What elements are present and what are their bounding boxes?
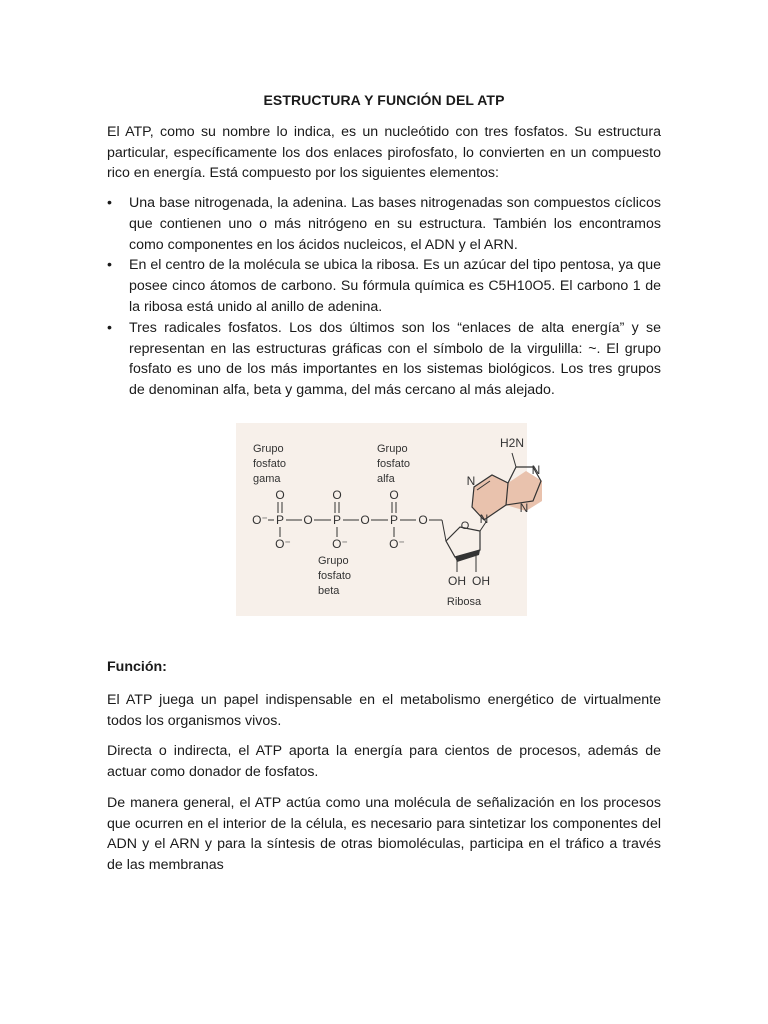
phosphate-chain [252, 488, 442, 551]
list-item-text: En el centro de la molécula se ubica la ribosa. Es un azúcar del tipo pentosa, ya que posee cinco átomos de carbono. Su fórmula química es C5H10O5. El carbono 1 de la ribosa está unido al anillo de adenina. [129, 257, 661, 315]
svg-text:OH: OH [448, 574, 466, 588]
svg-text:O: O [460, 520, 470, 532]
atp-structure-figure [236, 423, 541, 616]
svg-text:O⁻: O⁻ [389, 537, 405, 551]
svg-text:O: O [418, 513, 428, 527]
intro-paragraph: El ATP, como su nombre lo indica, es un nucleótido con tres fosfatos. Su estructura particular, específicamente los dos enlaces pirofosfato, lo convierten en un compuesto rico en energía. Está compuesto por los siguientes elementos: [107, 124, 661, 181]
elements-list [107, 193, 661, 401]
svg-text:Grupo: Grupo [318, 555, 349, 567]
svg-text:N: N [519, 501, 529, 515]
svg-text:fosfato: fosfato [253, 458, 287, 470]
ribose-ring [442, 520, 490, 608]
svg-text:P: P [389, 513, 399, 527]
document-title: ESTRUCTURA Y FUNCIÓN DEL ATP [263, 92, 505, 108]
beta-group-label [318, 555, 351, 597]
svg-text:O⁻: O⁻ [275, 537, 291, 551]
svg-text:OH: OH [472, 574, 490, 588]
svg-text:O: O [303, 513, 313, 527]
gamma-group-label [253, 443, 286, 485]
svg-text:fosfato: fosfato [318, 570, 352, 582]
function-heading: Función: [107, 659, 167, 675]
list-item [107, 193, 661, 255]
atp-diagram [236, 423, 541, 616]
bullet-icon: • [107, 319, 112, 336]
svg-text:O: O [360, 513, 370, 527]
alpha-group-label [377, 443, 410, 485]
list-item-text: Una base nitrogenada, la adenina. Las bases nitrogenadas son compuestos cíclicos que contienen uno o más nitrógeno en su estructura. También los encontramos como componentes en los ácidos nucleicos, el ADN y el ARN. [129, 195, 661, 253]
svg-text:N: N [531, 463, 541, 477]
list-item [107, 318, 661, 401]
svg-text:alfa: alfa [377, 473, 395, 485]
bullet-icon: • [107, 195, 112, 211]
svg-text:O⁻: O⁻ [252, 513, 268, 527]
function-paragraph: De manera general, el ATP actúa como una molécula de señalización en los procesos que ocurren en el interior de la célula, es necesario para sintetizar los componentes del ADN y el ARN y para la síntesis de otras biomoléculas, participa en el tráfico a través de las membranas [107, 795, 661, 873]
svg-text:N: N [466, 474, 476, 488]
adenine-base [467, 436, 542, 526]
bullet-icon: • [107, 257, 112, 274]
svg-text:Grupo: Grupo [377, 443, 408, 455]
svg-text:O: O [275, 488, 285, 502]
svg-text:O: O [332, 488, 342, 502]
svg-text:beta: beta [318, 585, 340, 597]
ribose-label: Ribosa [446, 596, 482, 608]
list-item-text: Tres radicales fosfatos. Los dos últimos son los “enlaces de alta energía” y se representan en las estructuras gráficas con el símbolo de la virgulilla: ~. El grupo fosfato es uno de los más importantes en los sistemas biológicos. Los tres grupos de denominan alfa, beta y gamma, del más cercano al más alejado. [129, 319, 661, 399]
function-paragraph: El ATP juega un papel indispensable en el metabolismo energético de virtualmente todos los organismos vivos. [107, 692, 661, 729]
svg-text:O⁻: O⁻ [332, 537, 348, 551]
amine-label: H2N [499, 436, 525, 450]
list-item [107, 255, 661, 317]
svg-text:fosfato: fosfato [377, 458, 411, 470]
svg-text:P: P [275, 513, 285, 527]
svg-text:P: P [332, 513, 342, 527]
function-paragraph: Directa o indirecta, el ATP aporta la energía para cientos de procesos, además de actuar como donador de fosfatos. [107, 743, 661, 780]
svg-text:N: N [479, 512, 489, 526]
svg-text:Grupo: Grupo [253, 443, 284, 455]
svg-text:gama: gama [253, 473, 281, 485]
svg-text:O: O [389, 488, 399, 502]
